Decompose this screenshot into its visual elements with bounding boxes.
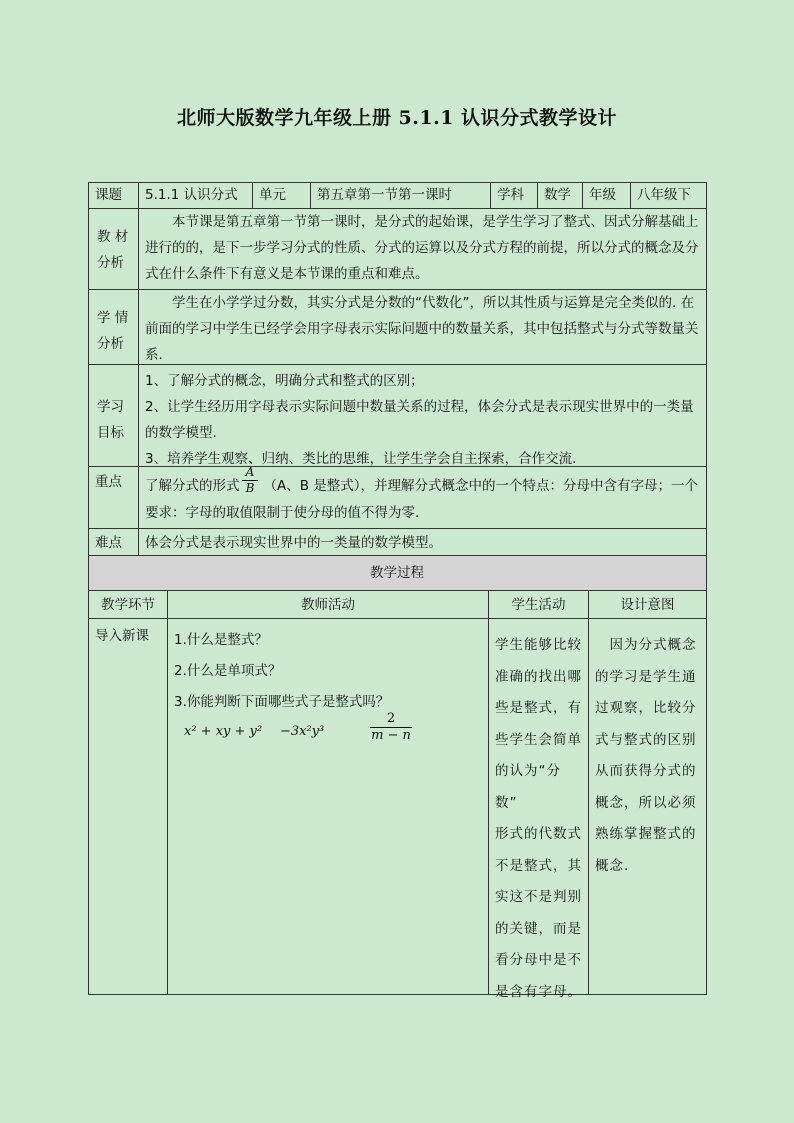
teacher-question: 2.什么是单项式？: [174, 663, 282, 679]
col-intent-header: 设计意图: [620, 597, 675, 613]
student-activity-line: 准确的找出哪: [495, 668, 582, 685]
col-stage-header: 教学环节: [101, 597, 155, 613]
teacher-activity: [168, 625, 488, 718]
objectives-list: [139, 366, 706, 472]
student-analysis-label-1: 学 情: [97, 310, 129, 326]
student-analysis-label-2: 分析: [97, 336, 124, 352]
key-point-text-after: （A、B 是整式），并理解分式概念中的一个特点：分母中含有字母；一个要求：字母的取值限制于使分母的值不得为零.: [145, 478, 699, 521]
table-border: [706, 182, 707, 995]
textbook-analysis-label-2: 分析: [97, 255, 124, 271]
design-intent-line: 式与整式的区别: [595, 731, 697, 748]
col-student-header: 学生活动: [511, 597, 566, 613]
design-intent-line: 从而获得分式的: [595, 763, 697, 779]
design-intent-line: 过观察，比较分: [595, 700, 697, 716]
row-divider: [88, 555, 707, 556]
row-divider: [88, 590, 707, 591]
objectives-label: [89, 380, 138, 446]
subject-value: 数学: [544, 187, 571, 203]
student-activity-line: 是含有字母。: [495, 983, 582, 1000]
row-divider: [88, 528, 707, 529]
design-intent-line: 概念，所以必须: [595, 794, 697, 811]
design-intent-line: 概念.: [595, 857, 630, 874]
grade-label: 年级: [589, 187, 616, 203]
key-point-fraction-ab: [242, 465, 258, 495]
objectives-label-2: 目标: [97, 425, 124, 441]
expression-1: x² + xy + y²: [184, 724, 263, 739]
course-value: 5.1.1 认识分式: [145, 187, 238, 203]
objective-item: 1、了解分式的概念，明确分式和整式的区别；: [145, 373, 424, 389]
teacher-question: 1.什么是整式？: [174, 632, 268, 648]
student-activity-line: 看分母中是不: [495, 952, 582, 968]
objective-item: 3、培养学生观察、归纳、类比的思维，让学生学会自主探索，合作交流.: [145, 451, 577, 467]
stage-name: 导入新课: [95, 628, 149, 644]
course-label: 课题: [95, 187, 122, 203]
fraction-numerator: A: [245, 465, 255, 479]
difficulty-label: 难点: [95, 535, 122, 551]
teacher-question: 3.你能判断下面哪些式子是整式吗？: [174, 694, 390, 710]
fraction-denominator: B: [245, 481, 255, 495]
key-point-text: [139, 473, 706, 527]
unit-label: 单元: [259, 187, 286, 203]
student-activity-line: 些是整式，有: [495, 700, 582, 716]
expression-3: [370, 711, 412, 743]
table-border: [88, 994, 707, 995]
unit-value: 第五章第一节第一课时: [317, 187, 452, 203]
student-analysis-text: 学生在小学学过分数，其实分式是分数的“代数化”，所以其性质与运算是完全类似的. 在前面的学习中学生已经学会用字母表示实际问题中的数量关系，其中包括整式与分式等数量关系.: [145, 295, 699, 363]
student-activity-line: 形式的代数式: [495, 826, 582, 842]
process-heading: 教学过程: [370, 565, 424, 581]
design-intent-line: 的学习是学生通: [595, 668, 697, 685]
table-border: [88, 182, 707, 183]
difficulty-text: 体会分式是表示现实世界中的一类量的数学模型。: [145, 535, 442, 551]
grade-value: 八年级下: [637, 187, 691, 203]
student-analysis-label: [89, 291, 138, 357]
col-teacher-header: 教师活动: [301, 597, 355, 613]
student-activity-line: 的认为“分数”: [495, 763, 561, 811]
expression-2: −3x²y³: [280, 724, 325, 739]
student-activity-line: 的关键，而是: [495, 920, 582, 937]
student-activity-line: 些学生会简单: [495, 731, 582, 748]
student-activity-line: 不是整式，其: [495, 857, 582, 874]
subject-label: 学科: [497, 187, 524, 203]
objectives-label-1: 学习: [97, 399, 124, 415]
student-activity-line: 学生能够比较: [495, 637, 582, 653]
student-activity: [489, 618, 588, 1008]
fraction-denominator: m − n: [371, 728, 411, 743]
document-title: 北师大版数学九年级上册 5.1.1 认识分式教学设计: [176, 107, 618, 129]
fraction-numerator: 2: [386, 711, 396, 726]
key-point-label: 重点: [95, 474, 122, 490]
student-activity-line: 实这不是判别: [495, 889, 582, 905]
objective-item: 2、让学生经历用字母表示实际问题中数量关系的过程，体会分式是表示现实世界中的一类量的数学模型.: [145, 399, 694, 441]
key-point-text-before: 了解分式的形式: [145, 478, 240, 494]
design-intent: [589, 618, 706, 882]
textbook-analysis-text: 本节课是第五章第一节第一课时，是分式的起始课，是学生学习了整式、因式分解基础上进行的的，是下一步学习分式的性质、分式的运算以及分式方程的前提，所以分式的概念及分式在什么条件下有意义是本节课的重点和难点。: [145, 214, 699, 282]
design-intent-line: 熟练掌握整式的: [595, 826, 697, 842]
design-intent-line: 因为分式概念: [595, 637, 697, 653]
textbook-analysis-label-1: 教 材: [97, 229, 129, 245]
textbook-analysis-label: [89, 210, 138, 276]
